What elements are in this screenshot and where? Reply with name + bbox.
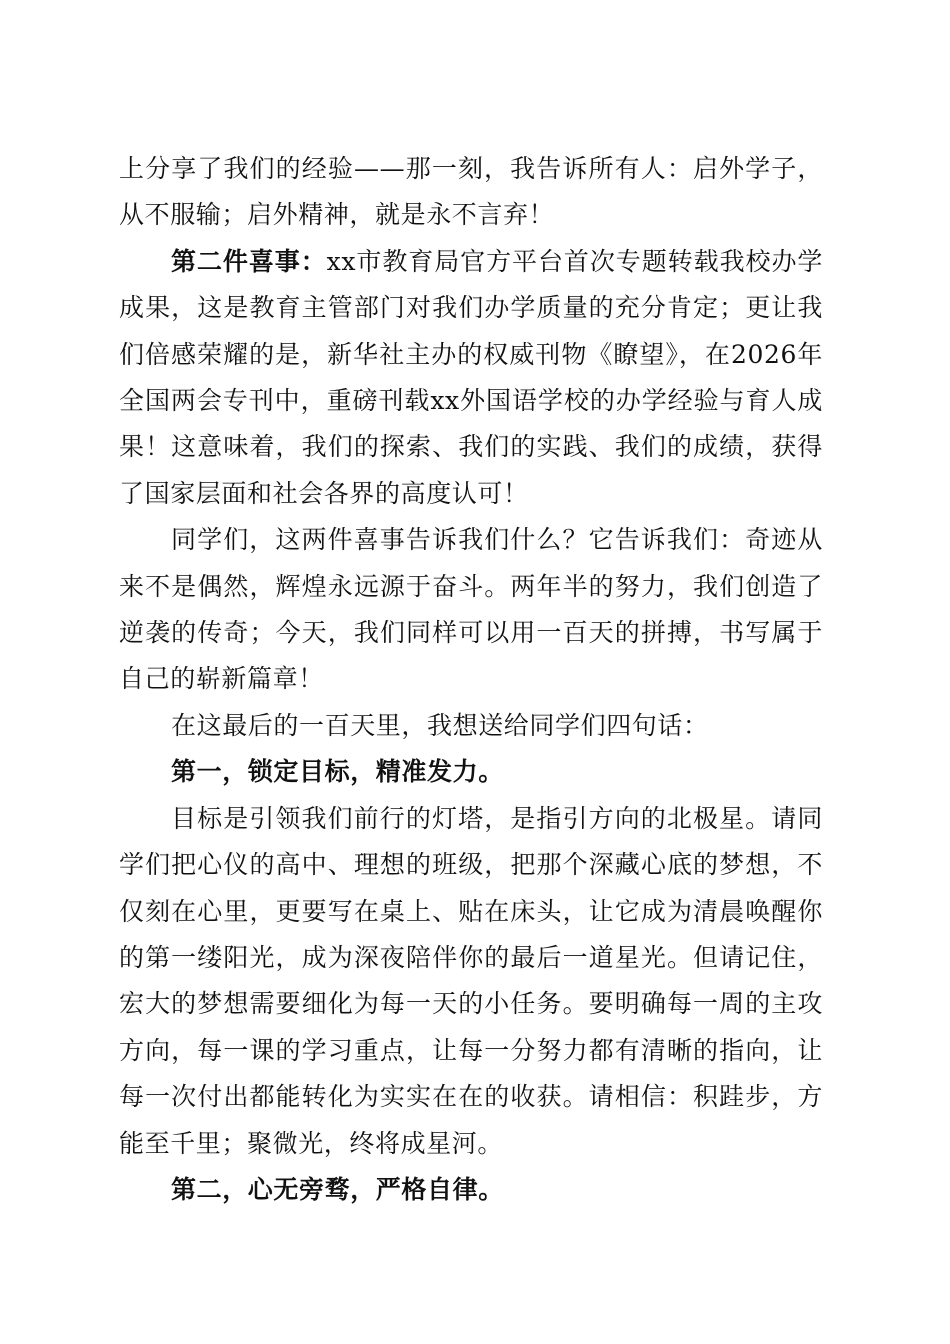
paragraph-meaning: 同学们，这两件喜事告诉我们什么？它告诉我们：奇迹从来不是偶然，辉煌永远源于奋斗。两年半的努力，我们创造了逆袭的传奇；今天，我们同样可以用一百天的拼搏，书写属于自己的崭新篇章！ [119, 525, 823, 694]
paragraph-four-sentences-intro: 在这最后的一百天里，我想送给同学们四句话： [171, 710, 709, 740]
paragraph-continuation: 上分享了我们的经验——那一刻，我告诉所有人：启外学子，从不服输；启外精神，就是永不言弃！ [119, 154, 823, 230]
paragraph-body: xx市教育局官方平台首次专题转载我校办学成果，这是教育主管部门对我们办学质量的充分肯定；更让我们倍感荣耀的是，新华社主办的权威刊物《瞭望》，在2026年全国两会专刊中，重磅刊载xx外国语学校的办学经验与育人成果！这意味着，我们的探索、我们的实践、我们的成绩，获得了国家层面和社会各界的高度认可！ [119, 246, 823, 508]
body-text [119, 146, 823, 1213]
paragraph-second-good-news [119, 239, 823, 517]
heading-point-two: 第二，心无旁骛，严格自律。 [171, 1174, 504, 1204]
paragraph-point-one-body: 目标是引领我们前行的灯塔，是指引方向的北极星。请同学们把心仪的高中、理想的班级，把那个深藏心底的梦想，不仅刻在心里，更要写在桌上、贴在床头，让它成为清晨唤醒你的第一缕阳光，成为深夜陪伴你的最后一道星光。但请记住，宏大的梦想需要细化为每一天的小任务。要明确每一周的主攻方向，每一课的学习重点，让每一分努力都有清晰的指向，让每一次付出都能转化为实实在在的收获。请相信：积跬步，方能至千里；聚微光，终将成星河。 [119, 803, 823, 1158]
paragraph-lead: 第二件喜事： [171, 246, 327, 276]
heading-point-one: 第一，锁定目标，精准发力。 [171, 757, 504, 787]
